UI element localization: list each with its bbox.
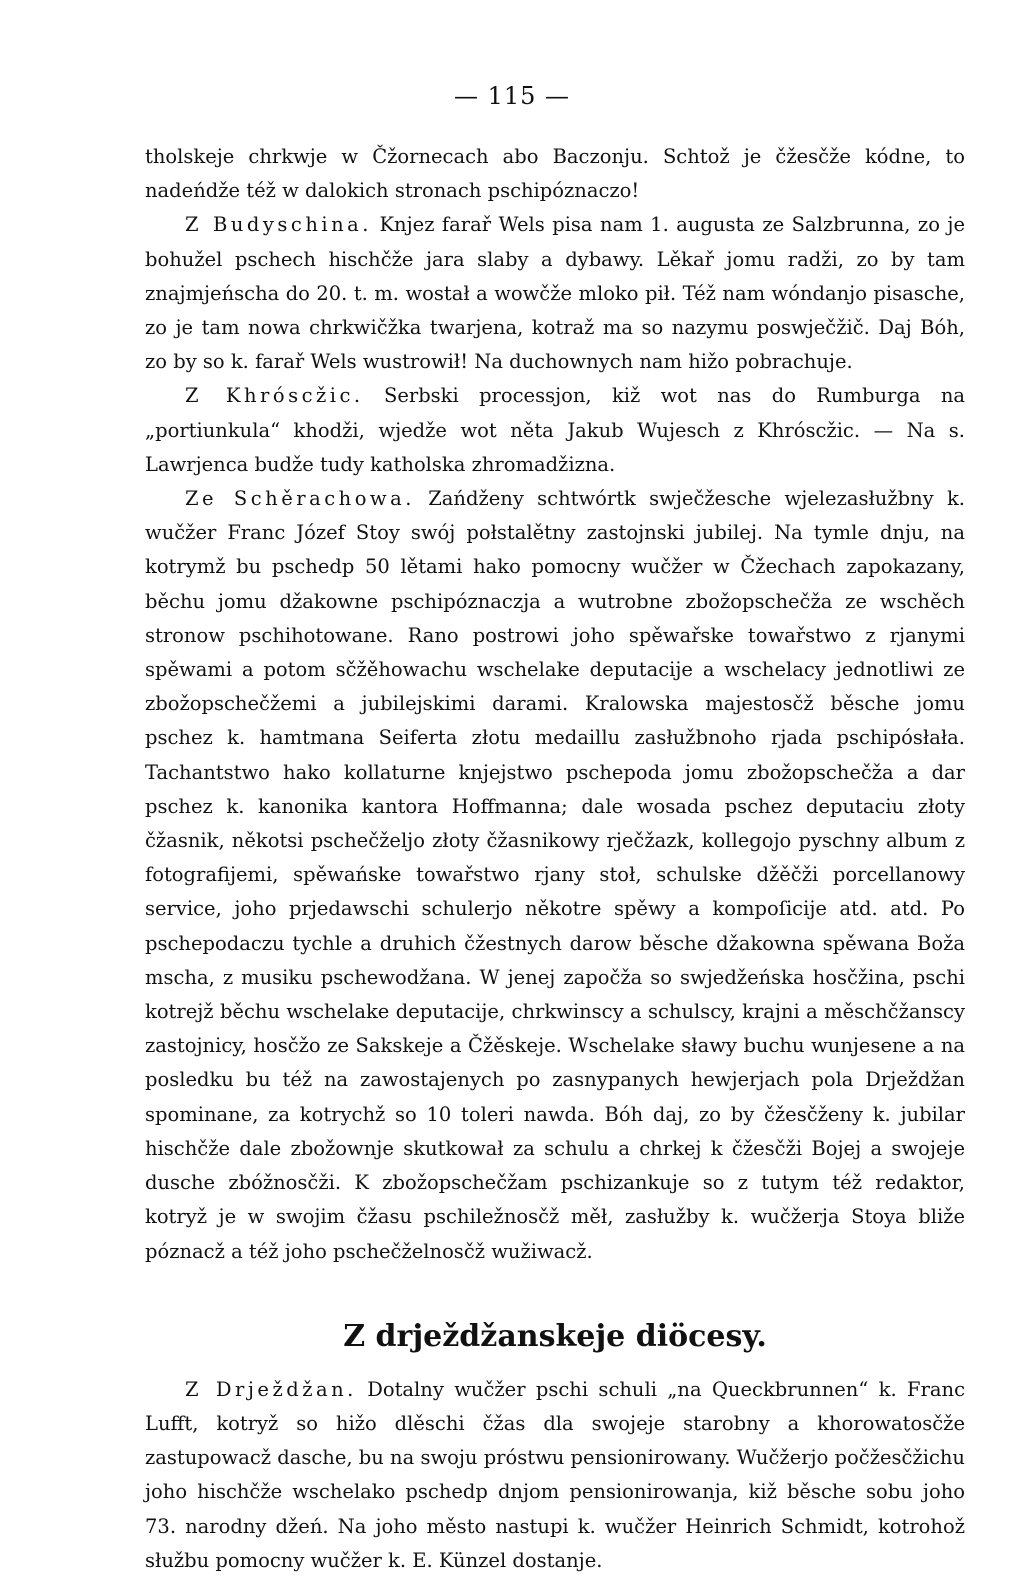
section-heading: Z drježdžanskeje diöcesy.: [343, 1318, 767, 1354]
place-name: Z Drježdžan.: [185, 1377, 357, 1401]
paragraph-text: Serbski processjon, kiž wot nas do Rumburga na „portiunkula“ khodži, wjedže wot něta Jakub Wujesch z Khróscžic. — Na s. Lawrjenca budže tudy katholska zhromadžizna.: [145, 384, 966, 476]
paragraph-scheracho: [145, 482, 965, 1269]
main-text: [145, 140, 965, 1578]
paragraph-budyschin: [145, 208, 965, 379]
paragraph-text: Dotalny wučžer pschi schuli „na Queckbrunnen“ k. Franc Lufft, kotryž so hižo dlěschi čžas dla swojeje starobny a khorowatosčže zastupowacž dasche, bu na swoju próstwu pensionirowany. Wučžerjo počžesčžichu joho hischčže wschelako pschedp dnjom pensionirowanja, kiž běsche sobu joho 73. narodny džeń. Na joho město nastupi k. wučžer Heinrich Schmidt, kotrohož słužbu pomocny wučžer k. E. Künzel dostanje.: [145, 1377, 965, 1572]
paragraph-text: Zańdženy schtwórtk swječžesche wjelezasłužbny k. wučžer Franc Józef Stoy swój połstalětny zastojnski jubilej. Na tymle dnju, na kotrymž bu pschedp 50 lětami hako pomocny wučžer w Čžechach zapokazany, běchu jomu džakowne pschipóznaczja a wutrobne zbožopschečža ze wschěch stronow pschihotowane. Rano postrowi joho spěwařske towařstwo z rjanymi spěwami a potom sčžěhowachu wschelake deputacije a wschelacy jednotliwi ze zbožopschečžemi a jubilejskimi darami. Kralowska majestosčž běsche jomu pschez k. hamtmana Seiferta złotu medaillu zasłužbnoho rjada pschipósłała. Tachantstwo hako kollaturne knjejstwo pschepoda jomu zbožopschečža a dar pschez k. kanonika kantora Hoffmanna; dale wosada pschez deputaciu złoty čžasnik, někotsi pschečželjo złoty čžasnikowy rječžazk, kollegojo pyschny album z fotografijemi, spěwańske towařstwo rjany stoł, schulske džěčži porcellanowy service, joho prjedawschi schulerjo někotre spěwy a kompoſicije atd. atd. Po pschepodaczu tychle a druhich čžestnych darow běsche džakowna spěwana Boža mscha, z musiku pschewodžana. W jenej započža so swjedžeńska hosčžina, pschi kotrejž běchu wschelake deputacije, chrkwinscy a schulscy, krajni a měschčžanscy zastojnicy, hosčžo ze Sakskeje a Čžěskeje. Wschelake sławy buchu wunjesene a na posledku bu též na zawostajenych po zasnypanych hewjerjach pola Drježdžan spominane, za kotrychž so 10 toleri nawda. Bóh daj, zo by čžesčženy k. jubilar hischčže dale zbožownje skutkował za schulu a chrkej k čžesčži Bojej a swojeje dusche zbóžnosčži. K zbožopschečžam pschizankuje so z tutym též redaktor, kotryž je w swojim čžasu pschiležnosčž měł, zasłužby k. wučžerja Stoya bliže póznacž a též joho pschečželnosčž wužiwacž.: [145, 487, 965, 1263]
place-name: Z Khróscžic.: [185, 384, 364, 408]
place-name: Z Budyschina.: [185, 213, 373, 237]
paragraph-continuation: tholskeje chrkwje w Čžornecach abo Baczonju. Schtož je čžesčže kódne, to nadeńdže též w dalokich stronach pschipóznaczo!: [145, 145, 965, 203]
page-number: — 115 —: [453, 82, 571, 110]
place-name: Ze Schěrachowa.: [185, 487, 415, 511]
paragraph-drjezdzan: [145, 1373, 965, 1578]
paragraph-text: Knjez farař Wels pisa nam 1. augusta ze Salzbrunna, zo je bohužel pschech hischčže jara slaby a dybawy. Lěkař jomu radži, zo by tam znajmjeńscha do 20. t. m. wostał a wowčže mloko pił. Též nam wóndanjo pisasche, zo je tam nowa chrkwičžka twarjena, kotraž ma so nazymu poswječžič. Daj Bóh, zo by so k. farař Wels wustrowił! Na duchownych nam hižo pobrachuje.: [145, 213, 965, 374]
paragraph-khroscic: [145, 379, 965, 482]
